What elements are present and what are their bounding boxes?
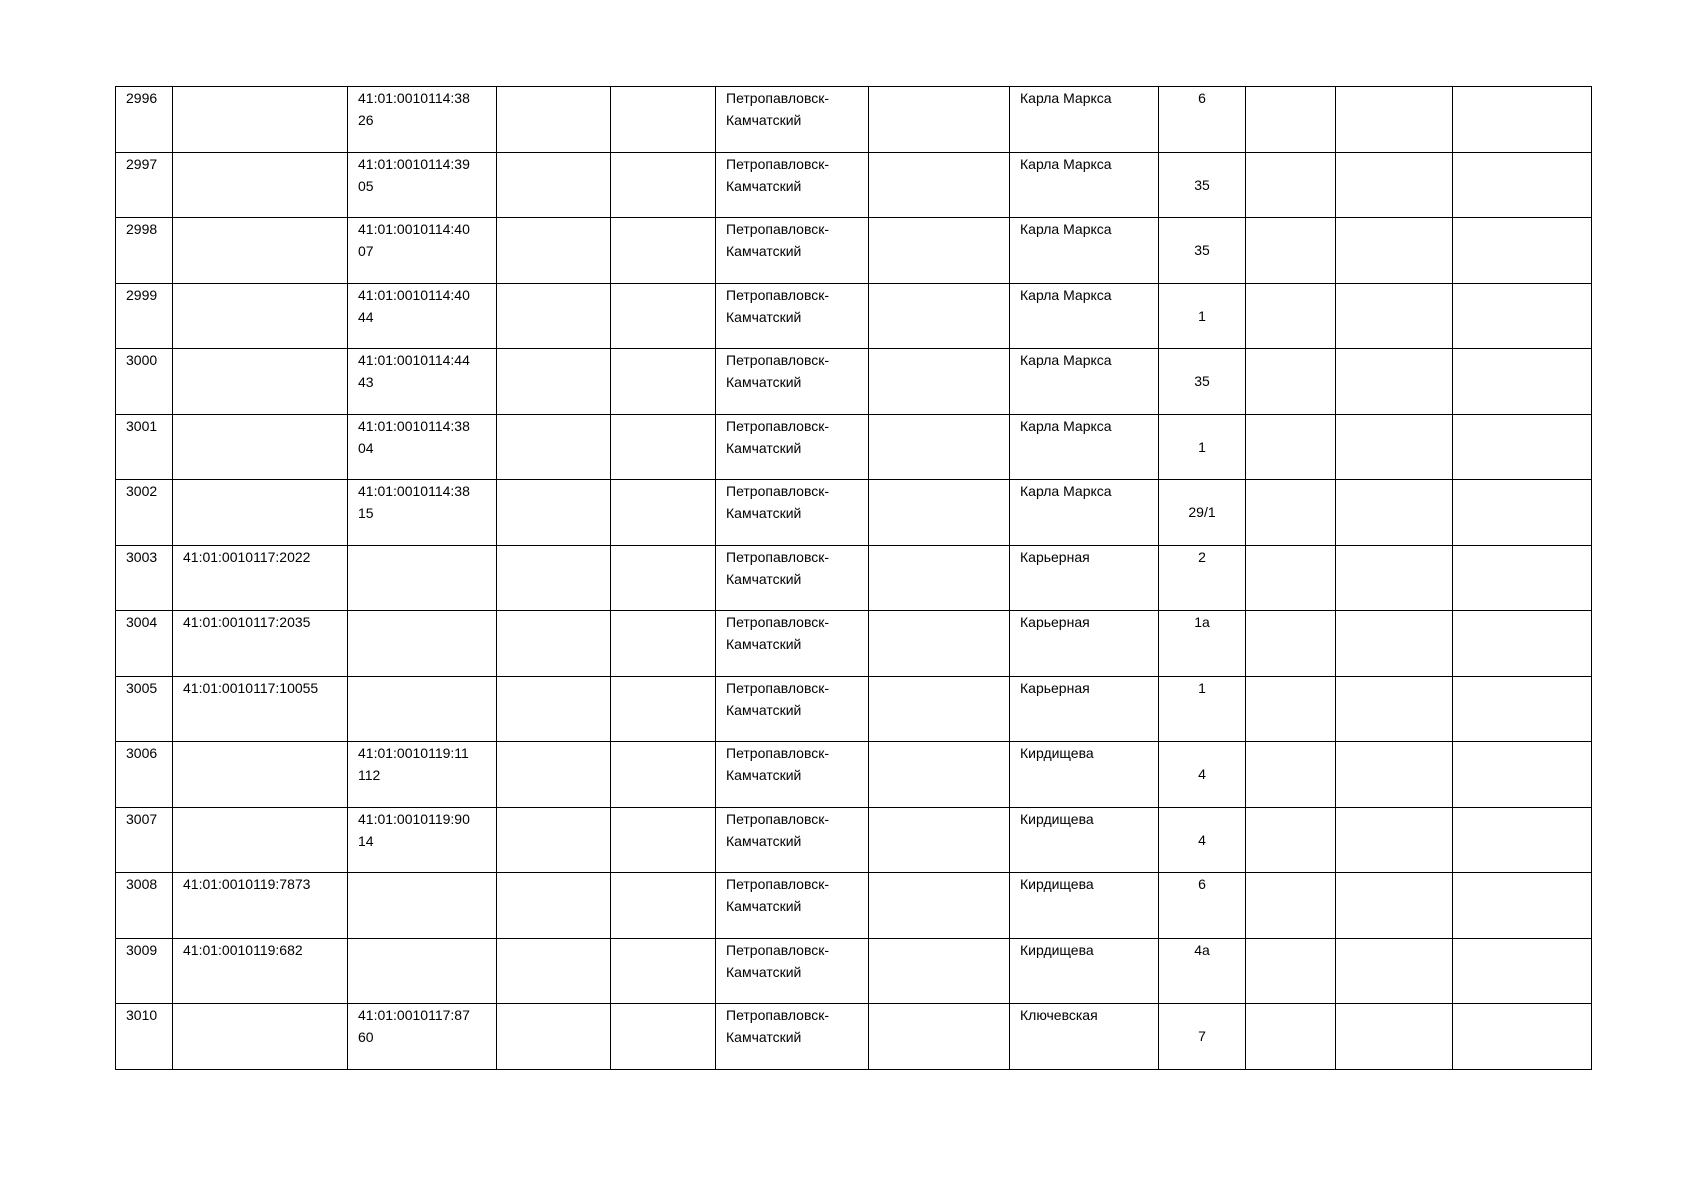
empty-cell — [497, 873, 611, 939]
street-cell — [1010, 545, 1159, 611]
empty-cell — [869, 218, 1010, 284]
empty-cell — [611, 742, 716, 808]
empty-cell — [611, 480, 716, 546]
house-number-cell-text: 4 — [1198, 831, 1206, 848]
table-row — [116, 1004, 1592, 1070]
cadastral-number-alt-cell — [348, 1004, 497, 1070]
table-row — [116, 873, 1592, 939]
street-cell-text: Карла Маркса — [1020, 417, 1112, 434]
empty-cell — [1246, 938, 1336, 1004]
street-cell — [1010, 807, 1159, 873]
cadastral-number-cell — [173, 1004, 348, 1070]
empty-cell — [1246, 676, 1336, 742]
house-number-cell-text: 1 — [1198, 679, 1206, 696]
table-row — [116, 218, 1592, 284]
empty-cell — [497, 414, 611, 480]
empty-cell — [869, 611, 1010, 677]
empty-cell — [1246, 414, 1336, 480]
cadastral-number-cell-text: 41:01:0010117:2022 — [183, 548, 311, 565]
empty-cell — [1246, 87, 1336, 153]
empty-cell — [1336, 938, 1453, 1004]
cadastral-number-cell — [173, 742, 348, 808]
row-number-cell — [116, 349, 173, 415]
cadastral-number-alt-cell — [348, 873, 497, 939]
empty-cell — [611, 873, 716, 939]
street-cell-text: Карла Маркса — [1020, 286, 1112, 303]
street-cell-text: Кирдищева — [1020, 876, 1094, 892]
table-row — [116, 349, 1592, 415]
empty-cell — [869, 742, 1010, 808]
street-cell-text: Карьерная — [1020, 614, 1090, 630]
house-number-cell — [1159, 611, 1246, 677]
empty-cell — [611, 152, 716, 218]
street-cell-text: Карьерная — [1020, 548, 1090, 565]
cadastral-number-alt-cell-text: 41:01:0010114:44 43 — [358, 352, 470, 390]
street-cell — [1010, 480, 1159, 546]
empty-cell — [869, 938, 1010, 1004]
empty-cell — [1453, 938, 1592, 1004]
cadastral-number-alt-cell-text: 41:01:0010114:38 15 — [358, 483, 470, 521]
cadastral-number-cell — [173, 545, 348, 611]
empty-cell — [1453, 611, 1592, 677]
street-cell — [1010, 676, 1159, 742]
city-cell — [716, 218, 869, 284]
empty-cell — [1336, 152, 1453, 218]
cadastral-number-alt-cell-text: 41:01:0010119:11 112 — [358, 745, 469, 783]
cadastral-number-cell — [173, 349, 348, 415]
street-cell-text: Карла Маркса — [1020, 90, 1112, 106]
city-cell-text: Петропавловск- Камчатский — [726, 876, 830, 914]
city-cell-text: Петропавловск- Камчатский — [726, 745, 830, 783]
city-cell — [716, 807, 869, 873]
street-cell — [1010, 1004, 1159, 1070]
empty-cell — [611, 87, 716, 153]
house-number-cell — [1159, 676, 1246, 742]
cadastral-number-cell — [173, 283, 348, 349]
house-number-cell — [1159, 480, 1246, 546]
city-cell-text: Петропавловск- Камчатский — [726, 548, 830, 587]
table-row — [116, 938, 1592, 1004]
empty-cell — [869, 545, 1010, 611]
empty-cell — [1453, 676, 1592, 742]
street-cell-text: Карла Маркса — [1020, 221, 1112, 237]
empty-cell — [1453, 480, 1592, 546]
empty-cell — [1246, 152, 1336, 218]
table-row — [116, 676, 1592, 742]
house-number-cell — [1159, 873, 1246, 939]
table-row — [116, 283, 1592, 349]
house-number-cell — [1159, 938, 1246, 1004]
street-cell-text: Кирдищева — [1020, 941, 1094, 958]
city-cell — [716, 545, 869, 611]
house-number-cell-text: 4 — [1198, 766, 1206, 783]
empty-cell — [1336, 545, 1453, 611]
empty-cell — [1246, 349, 1336, 415]
empty-cell — [1453, 152, 1592, 218]
house-number-cell-text: 6 — [1198, 90, 1206, 106]
empty-cell — [869, 349, 1010, 415]
row-number-cell — [116, 152, 173, 218]
empty-cell — [1453, 349, 1592, 415]
empty-cell — [869, 480, 1010, 546]
cadastral-number-cell — [173, 611, 348, 677]
cadastral-number-alt-cell — [348, 938, 497, 1004]
empty-cell — [869, 414, 1010, 480]
row-number-cell — [116, 480, 173, 546]
row-number-cell — [116, 283, 173, 349]
house-number-cell — [1159, 742, 1246, 808]
cadastral-number-alt-cell — [348, 414, 497, 480]
empty-cell — [1246, 218, 1336, 284]
cadastral-number-cell — [173, 152, 348, 218]
row-number-cell — [116, 1004, 173, 1070]
row-number-cell — [116, 611, 173, 677]
empty-cell — [1453, 873, 1592, 939]
row-number-cell-text: 3009 — [126, 941, 158, 958]
cadastral-number-alt-cell — [348, 283, 497, 349]
empty-cell — [1453, 545, 1592, 611]
street-cell-text: Карьерная — [1020, 679, 1090, 696]
empty-cell — [869, 152, 1010, 218]
city-cell — [716, 1004, 869, 1070]
empty-cell — [497, 87, 611, 153]
cadastral-number-cell — [173, 218, 348, 284]
empty-cell — [1453, 807, 1592, 873]
street-cell — [1010, 283, 1159, 349]
empty-cell — [1246, 1004, 1336, 1070]
house-number-cell-text: 35 — [1194, 176, 1210, 193]
cadastral-number-alt-cell-text: 41:01:0010119:90 14 — [358, 810, 470, 849]
city-cell-text: Петропавловск- Камчатский — [726, 221, 830, 259]
city-cell — [716, 611, 869, 677]
house-number-cell-text: 1 — [1198, 307, 1206, 324]
empty-cell — [1453, 283, 1592, 349]
row-number-cell — [116, 742, 173, 808]
cadastral-number-cell — [173, 938, 348, 1004]
row-number-cell-text: 3001 — [126, 417, 158, 434]
street-cell — [1010, 938, 1159, 1004]
row-number-cell — [116, 545, 173, 611]
empty-cell — [497, 152, 611, 218]
city-cell-text: Петропавловск- Камчатский — [726, 483, 830, 521]
city-cell — [716, 480, 869, 546]
house-number-cell-text: 2 — [1198, 548, 1206, 565]
empty-cell — [611, 676, 716, 742]
row-number-cell-text: 2996 — [126, 90, 158, 106]
row-number-cell-text: 2999 — [126, 286, 158, 303]
empty-cell — [611, 1004, 716, 1070]
cadastral-number-alt-cell-text: 41:01:0010117:87 60 — [358, 1007, 470, 1045]
street-cell — [1010, 218, 1159, 284]
table-row — [116, 611, 1592, 677]
cadastral-number-alt-cell — [348, 87, 497, 153]
cadastral-number-cell-text: 41:01:0010119:7873 — [183, 876, 311, 892]
empty-cell — [611, 283, 716, 349]
city-cell — [716, 414, 869, 480]
cadastral-number-cell — [173, 414, 348, 480]
row-number-cell — [116, 807, 173, 873]
city-cell-text: Петропавловск- Камчатский — [726, 417, 830, 456]
empty-cell — [497, 611, 611, 677]
empty-cell — [1246, 480, 1336, 546]
row-number-cell-text: 3003 — [126, 548, 158, 565]
house-number-cell-text: 4а — [1194, 941, 1210, 958]
empty-cell — [1246, 807, 1336, 873]
cadastral-number-alt-cell-text: 41:01:0010114:38 26 — [358, 90, 470, 128]
empty-cell — [611, 218, 716, 284]
row-number-cell-text: 2998 — [126, 221, 158, 237]
cadastral-number-alt-cell-text: 41:01:0010114:40 07 — [358, 221, 470, 259]
empty-cell — [869, 873, 1010, 939]
row-number-cell-text: 3006 — [126, 745, 158, 761]
empty-cell — [497, 676, 611, 742]
street-cell — [1010, 611, 1159, 677]
city-cell-text: Петропавловск- Камчатский — [726, 941, 830, 980]
cadastral-number-alt-cell — [348, 480, 497, 546]
city-cell-text: Петропавловск- Камчатский — [726, 810, 830, 849]
registry-table — [115, 86, 1592, 1070]
city-cell-text: Петропавловск- Камчатский — [726, 614, 830, 652]
empty-cell — [1336, 283, 1453, 349]
row-number-cell-text: 3002 — [126, 483, 158, 499]
empty-cell — [497, 807, 611, 873]
city-cell — [716, 742, 869, 808]
city-cell — [716, 349, 869, 415]
row-number-cell-text: 3005 — [126, 679, 158, 696]
cadastral-number-cell — [173, 676, 348, 742]
cadastral-number-alt-cell-text: 41:01:0010114:38 04 — [358, 417, 470, 456]
city-cell-text: Петропавловск- Камчатский — [726, 679, 830, 718]
city-cell-text: Петропавловск- Камчатский — [726, 90, 830, 128]
street-cell-text: Карла Маркса — [1020, 352, 1112, 368]
cadastral-number-cell-text: 41:01:0010117:10055 — [183, 679, 319, 696]
city-cell — [716, 676, 869, 742]
street-cell — [1010, 414, 1159, 480]
cadastral-number-cell — [173, 87, 348, 153]
empty-cell — [497, 283, 611, 349]
cadastral-number-cell-text: 41:01:0010117:2035 — [183, 614, 311, 630]
empty-cell — [497, 545, 611, 611]
cadastral-number-alt-cell — [348, 807, 497, 873]
empty-cell — [869, 283, 1010, 349]
cadastral-number-alt-cell-text: 41:01:0010114:40 44 — [358, 286, 470, 325]
street-cell — [1010, 87, 1159, 153]
street-cell-text: Кирдищева — [1020, 810, 1094, 827]
empty-cell — [869, 807, 1010, 873]
city-cell — [716, 87, 869, 153]
empty-cell — [611, 807, 716, 873]
street-cell — [1010, 349, 1159, 415]
empty-cell — [1336, 1004, 1453, 1070]
empty-cell — [611, 938, 716, 1004]
street-cell-text: Карла Маркса — [1020, 155, 1112, 172]
row-number-cell — [116, 873, 173, 939]
table-row — [116, 480, 1592, 546]
city-cell-text: Петропавловск- Камчатский — [726, 1007, 830, 1045]
row-number-cell-text: 3008 — [126, 876, 158, 892]
city-cell — [716, 873, 869, 939]
house-number-cell-text: 1а — [1194, 614, 1210, 630]
table-row — [116, 545, 1592, 611]
empty-cell — [497, 218, 611, 284]
row-number-cell-text: 3004 — [126, 614, 158, 630]
house-number-cell — [1159, 414, 1246, 480]
empty-cell — [1453, 218, 1592, 284]
table-row — [116, 87, 1592, 153]
empty-cell — [1246, 283, 1336, 349]
empty-cell — [1336, 807, 1453, 873]
row-number-cell — [116, 218, 173, 284]
empty-cell — [1336, 414, 1453, 480]
house-number-cell — [1159, 349, 1246, 415]
table-row — [116, 742, 1592, 808]
house-number-cell-text: 7 — [1198, 1028, 1206, 1045]
cadastral-number-cell-text: 41:01:0010119:682 — [183, 941, 303, 958]
empty-cell — [611, 545, 716, 611]
street-cell — [1010, 873, 1159, 939]
city-cell — [716, 283, 869, 349]
row-number-cell-text: 3007 — [126, 810, 158, 827]
house-number-cell — [1159, 545, 1246, 611]
house-number-cell — [1159, 218, 1246, 284]
cadastral-number-alt-cell — [348, 611, 497, 677]
house-number-cell — [1159, 807, 1246, 873]
empty-cell — [1246, 545, 1336, 611]
empty-cell — [1246, 873, 1336, 939]
empty-cell — [869, 1004, 1010, 1070]
empty-cell — [1246, 742, 1336, 808]
row-number-cell — [116, 676, 173, 742]
cadastral-number-cell — [173, 807, 348, 873]
house-number-cell-text: 1 — [1198, 438, 1206, 455]
empty-cell — [1453, 742, 1592, 808]
house-number-cell — [1159, 1004, 1246, 1070]
row-number-cell-text: 3010 — [126, 1007, 158, 1023]
street-cell-text: Ключевская — [1020, 1007, 1098, 1023]
cadastral-number-alt-cell — [348, 742, 497, 808]
empty-cell — [869, 87, 1010, 153]
empty-cell — [1336, 218, 1453, 284]
row-number-cell — [116, 938, 173, 1004]
city-cell-text: Петропавловск- Камчатский — [726, 352, 830, 390]
house-number-cell — [1159, 152, 1246, 218]
empty-cell — [1453, 414, 1592, 480]
empty-cell — [1246, 611, 1336, 677]
house-number-cell-text: 6 — [1198, 876, 1206, 892]
city-cell — [716, 938, 869, 1004]
city-cell-text: Петропавловск- Камчатский — [726, 155, 830, 194]
cadastral-number-alt-cell — [348, 545, 497, 611]
empty-cell — [497, 480, 611, 546]
empty-cell — [497, 1004, 611, 1070]
empty-cell — [497, 938, 611, 1004]
cadastral-number-alt-cell — [348, 349, 497, 415]
house-number-cell — [1159, 283, 1246, 349]
house-number-cell-text: 35 — [1194, 373, 1210, 390]
cadastral-number-alt-cell — [348, 152, 497, 218]
empty-cell — [1336, 676, 1453, 742]
cadastral-number-alt-cell-text: 41:01:0010114:39 05 — [358, 155, 470, 194]
row-number-cell — [116, 87, 173, 153]
empty-cell — [611, 349, 716, 415]
empty-cell — [1453, 1004, 1592, 1070]
empty-cell — [611, 414, 716, 480]
street-cell-text: Карла Маркса — [1020, 483, 1112, 499]
table-row — [116, 807, 1592, 873]
empty-cell — [1336, 349, 1453, 415]
street-cell-text: Кирдищева — [1020, 745, 1094, 761]
row-number-cell-text: 2997 — [126, 155, 158, 172]
cadastral-number-cell — [173, 480, 348, 546]
empty-cell — [1336, 611, 1453, 677]
cadastral-number-alt-cell — [348, 218, 497, 284]
table-row — [116, 414, 1592, 480]
street-cell — [1010, 152, 1159, 218]
city-cell — [716, 152, 869, 218]
cadastral-number-cell — [173, 873, 348, 939]
table-row — [116, 152, 1592, 218]
house-number-cell-text: 35 — [1194, 242, 1210, 259]
house-number-cell-text: 29/1 — [1188, 504, 1216, 521]
empty-cell — [497, 349, 611, 415]
empty-cell — [497, 742, 611, 808]
registry-table-body — [116, 87, 1592, 1070]
city-cell-text: Петропавловск- Камчатский — [726, 286, 830, 325]
empty-cell — [1336, 87, 1453, 153]
row-number-cell — [116, 414, 173, 480]
empty-cell — [1336, 480, 1453, 546]
empty-cell — [1336, 742, 1453, 808]
empty-cell — [1453, 87, 1592, 153]
row-number-cell-text: 3000 — [126, 352, 158, 368]
empty-cell — [611, 611, 716, 677]
empty-cell — [1336, 873, 1453, 939]
house-number-cell — [1159, 87, 1246, 153]
street-cell — [1010, 742, 1159, 808]
cadastral-number-alt-cell — [348, 676, 497, 742]
empty-cell — [869, 676, 1010, 742]
